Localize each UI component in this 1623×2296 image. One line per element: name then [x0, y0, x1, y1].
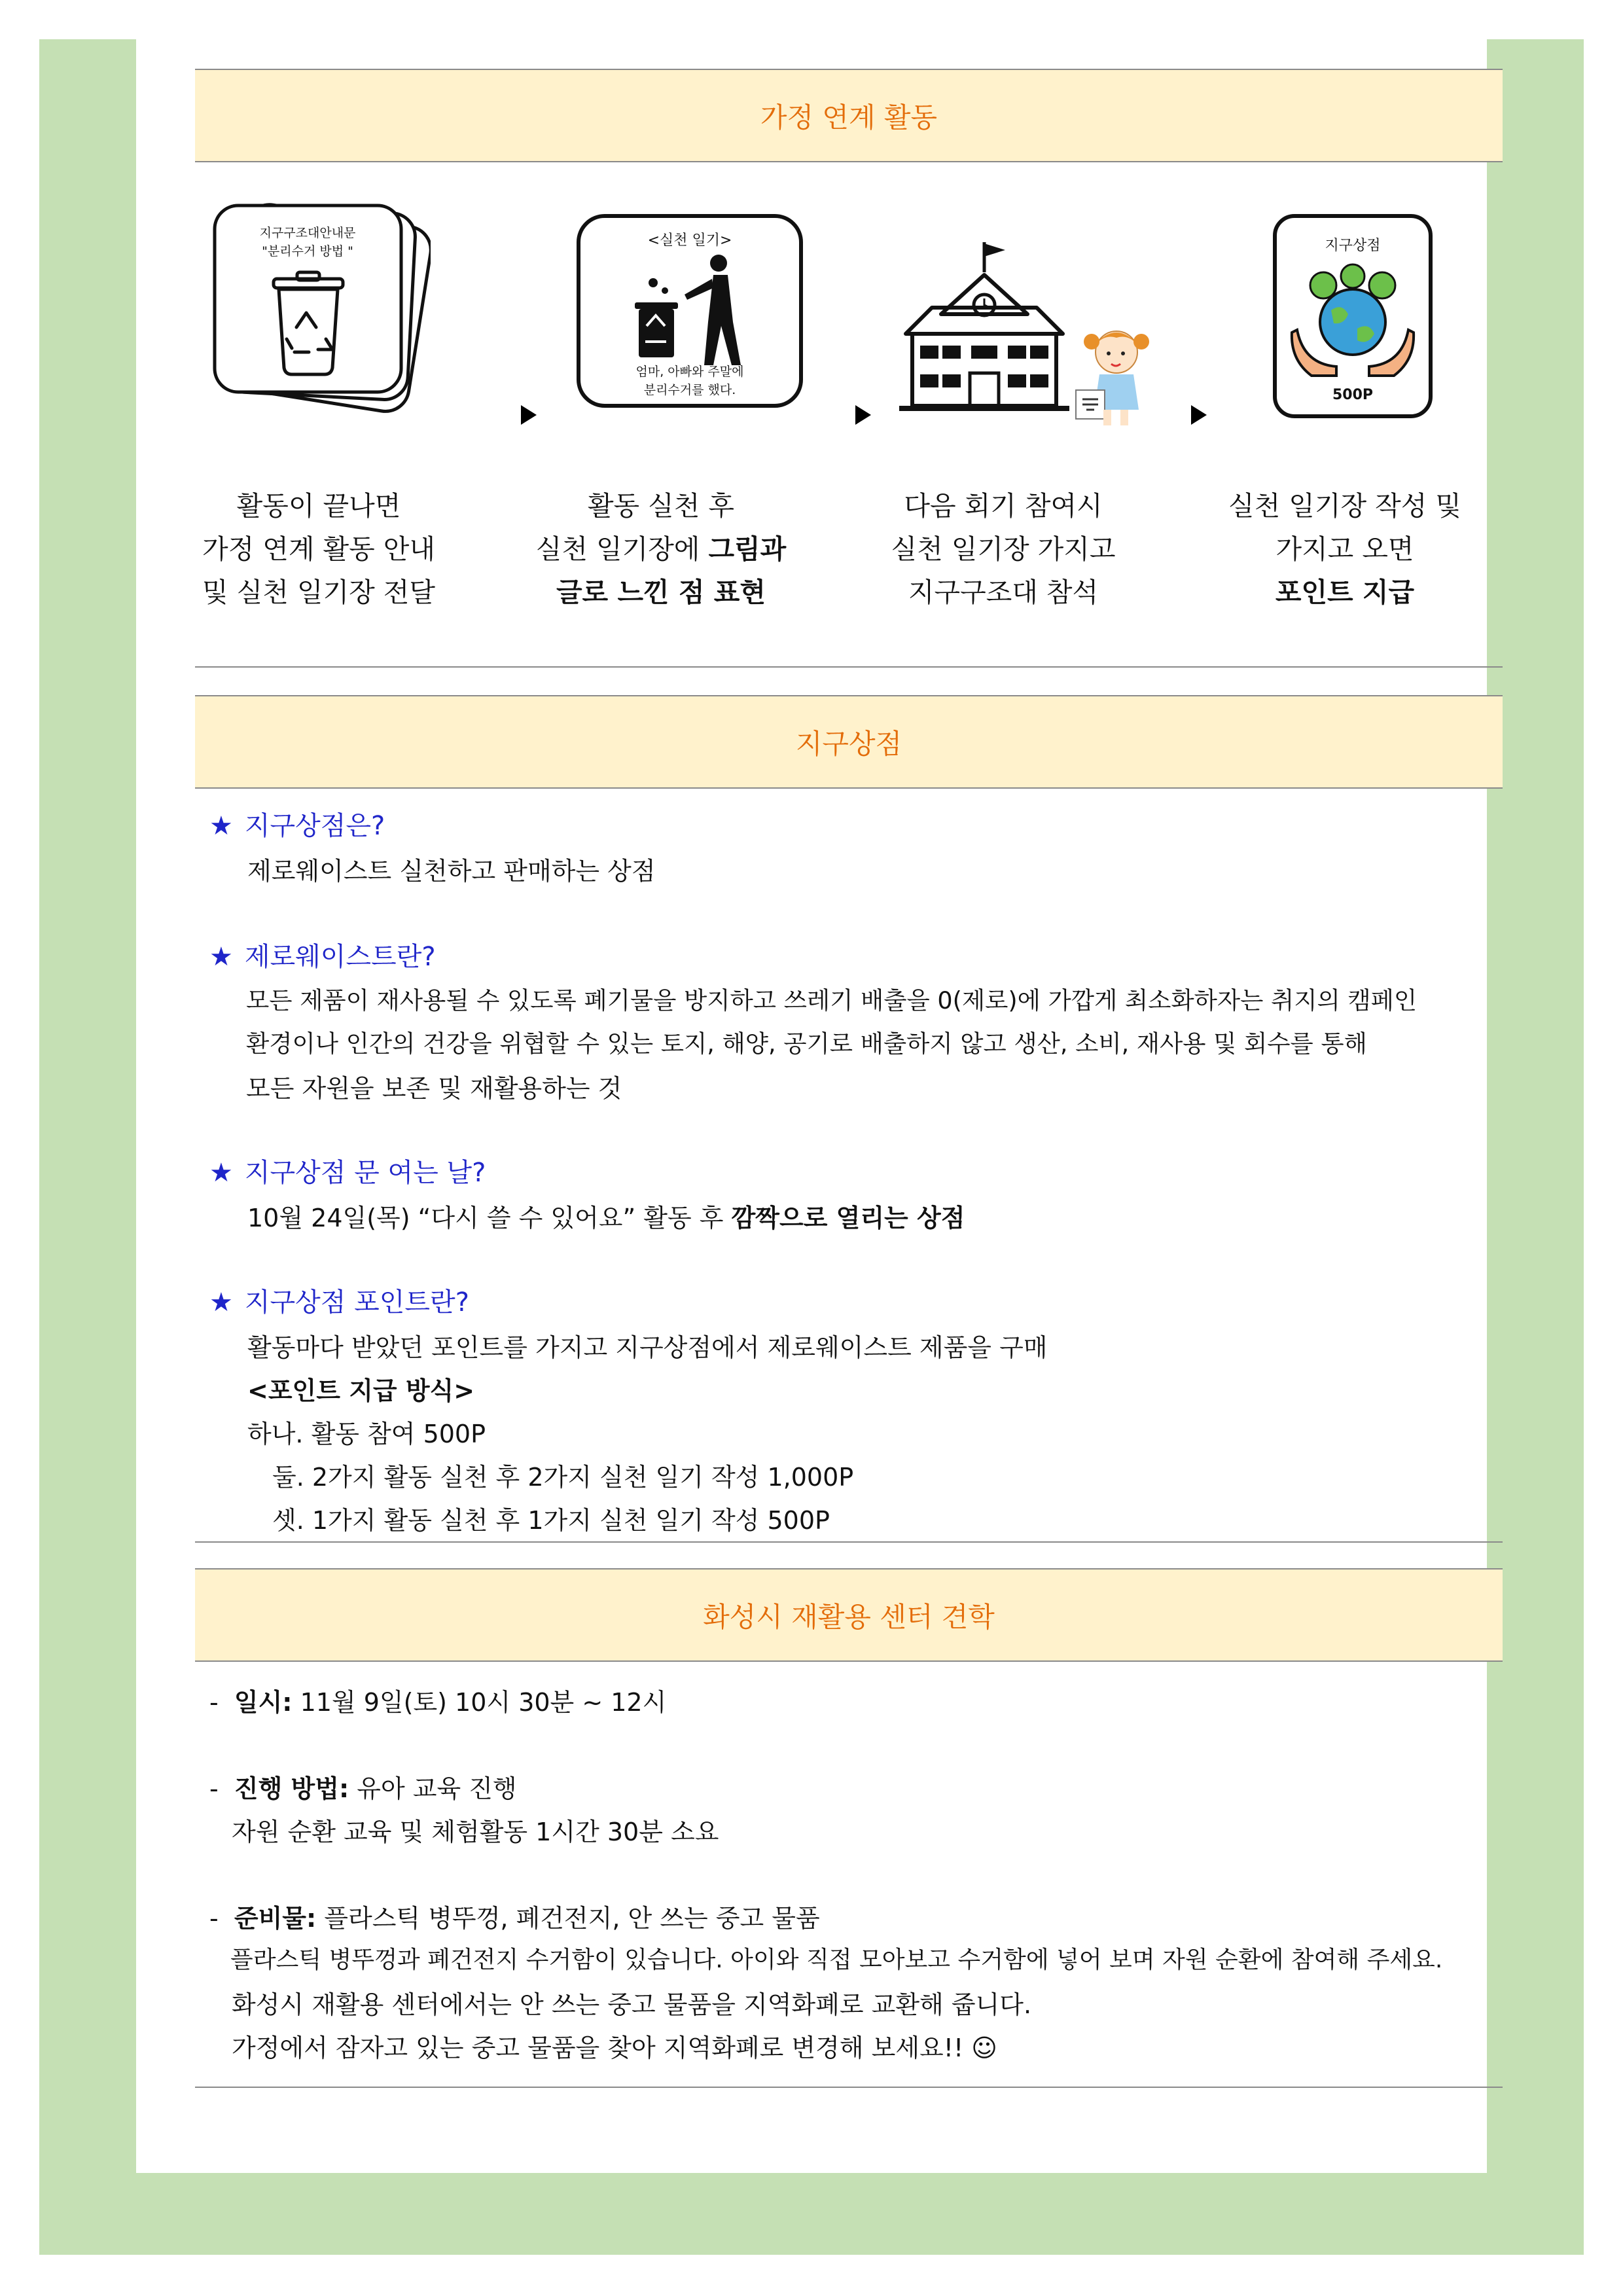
step-caption-3: [849, 484, 1157, 614]
question-text: 지구상점은?: [244, 811, 385, 841]
caption-line: [507, 528, 815, 571]
guide-card-title: 지구구조대안내문: [259, 226, 356, 240]
question-text: 지구상점 포인트란?: [244, 1287, 469, 1318]
tour-prep-detail: 플라스틱 병뚜껑과 폐건전지 수거함이 있습니다. 아이와 직접 모아보고 수거함에 넣어 보며 자원 순환에 참여해 주세요.: [230, 1946, 1443, 1973]
point-item: 둘. 2가지 활동 실천 후 2가지 실천 일기 작성 1,000P: [272, 1463, 854, 1492]
question-text: 제로웨이스트란?: [244, 942, 436, 972]
caption-text: 실천 일기장에: [535, 533, 709, 565]
answer-text: 모든 자원을 보존 및 재활용하는 것: [246, 1074, 622, 1103]
tour-prep-detail: 화성시 재활용 센터에서는 안 쓰는 중고 물품을 지역화폐로 교환해 줍니다.: [232, 1990, 1032, 2019]
step-caption-2: [507, 484, 815, 614]
answer-emphasis: 깜짝으로 열리는 상점: [731, 1204, 965, 1232]
caption-line: 및 실천 일기장 전달: [202, 577, 435, 608]
star-icon: ★: [209, 1287, 233, 1318]
point-method-heading: <포인트 지급 방식>: [247, 1376, 475, 1405]
arrow-right-icon: [1191, 405, 1207, 425]
answer-text: 환경이나 인간의 건강을 위협할 수 있는 토지, 해양, 공기로 배출하지 않고 생산, 소비, 재사용 및 회수를 통해: [246, 1030, 1367, 1058]
arrow-right-icon: [521, 405, 537, 425]
tour-date: [209, 1682, 666, 1718]
step-caption-4: [1191, 484, 1499, 614]
star-icon: ★: [209, 811, 233, 841]
caption-line: 실천 일기장 가지고: [891, 533, 1116, 565]
star-icon: ★: [209, 1158, 233, 1188]
tour-date-value: 11월 9일(토) 10시 30분 ~ 12시: [292, 1688, 667, 1717]
section-header-recycling-tour: [195, 1568, 1503, 1662]
diary-card-title: <실천 일기>: [647, 232, 732, 249]
answer-text: 제로웨이스트 실천하고 판매하는 상점: [247, 857, 656, 886]
tour-prep-value: 플라스틱 병뚜껑, 폐건전지, 안 쓰는 중고 물품: [316, 1904, 820, 1933]
section-title: 지구상점: [795, 727, 902, 760]
tour-method-detail: 자원 순환 교육 및 체험활동 1시간 30분 소요: [232, 1818, 719, 1846]
arrow-right-icon: [855, 405, 871, 425]
answer-text: [247, 1198, 965, 1234]
store-card-title: 지구상점: [1325, 238, 1381, 254]
bullet-dash: -: [209, 1688, 219, 1717]
tour-method-label: 진행 방법:: [234, 1774, 349, 1803]
tour-date-label: 일시:: [234, 1688, 293, 1717]
tour-prep-label: 준비물:: [234, 1904, 317, 1933]
school-child-icon: [899, 236, 1161, 439]
caption-line: 지구구조대 참석: [908, 577, 1099, 608]
point-item: 하나. 활동 참여 500P: [247, 1420, 486, 1448]
question-heading: [209, 1152, 486, 1189]
store-card-points: 500P: [1332, 387, 1374, 403]
guide-card-subtitle: "분리수거 방법 ": [262, 244, 353, 259]
bullet-dash: -: [209, 1774, 219, 1803]
tour-prep-detail: 가정에서 잠자고 있는 중고 물품을 찾아 지역화폐로 변경해 보세요!! ☺: [232, 2034, 997, 2062]
section-title: 화성시 재활용 센터 견학: [703, 1600, 995, 1633]
section-divider: [195, 2087, 1503, 2088]
caption-line: 다음 회기 참여시: [904, 490, 1103, 522]
tour-prep: [209, 1898, 820, 1934]
answer-plain: 10월 24일(목) “다시 쓸 수 있어요” 활동 후: [247, 1204, 732, 1232]
page-frame: [39, 39, 1584, 2255]
practice-diary-icon: [573, 211, 809, 414]
diary-card-line1: 엄마, 아빠와 주말에: [635, 365, 744, 379]
diary-card-line2: 분리수거를 했다.: [643, 383, 736, 397]
question-text: 지구상점 문 여는 날?: [244, 1158, 486, 1188]
star-icon: ★: [209, 942, 233, 972]
step-caption-1: [165, 484, 473, 614]
caption-line: 글로 느낀 점 표현: [556, 577, 766, 608]
earth-store-icon: [1271, 212, 1435, 428]
section-divider: [195, 1541, 1503, 1543]
caption-line: 활동 실천 후: [587, 490, 735, 522]
question-heading: [209, 805, 385, 842]
point-item: 셋. 1가지 활동 실천 후 1가지 실천 일기 작성 500P: [272, 1506, 830, 1535]
section-title: 가정 연계 활동: [760, 101, 938, 134]
tour-method: [209, 1768, 517, 1804]
answer-text: 모든 제품이 재사용될 수 있도록 폐기물을 방지하고 쓰레기 배출을 0(제로)에 가깝게 최소화하자는 취지의 캠페인: [246, 986, 1418, 1014]
caption-line: 가지고 오면: [1275, 533, 1414, 565]
tour-method-value: 유아 교육 진행: [349, 1774, 517, 1803]
question-heading: [209, 936, 436, 973]
question-heading: [209, 1282, 469, 1319]
document-page: [136, 39, 1487, 2173]
caption-line: 활동이 끝나면: [236, 490, 401, 522]
section-header-earth-store: [195, 695, 1503, 789]
guide-cards-icon: [208, 196, 431, 419]
bullet-dash: -: [209, 1904, 219, 1933]
caption-line: 실천 일기장 작성 및: [1228, 490, 1461, 522]
caption-emphasis: 그림과: [708, 533, 787, 565]
section-header-home-activity: [195, 69, 1503, 162]
section-divider: [195, 666, 1503, 668]
answer-text: 활동마다 받았던 포인트를 가지고 지구상점에서 제로웨이스트 제품을 구매: [247, 1333, 1048, 1362]
caption-line: 포인트 지급: [1275, 577, 1415, 608]
caption-line: 가정 연계 활동 안내: [202, 533, 435, 565]
